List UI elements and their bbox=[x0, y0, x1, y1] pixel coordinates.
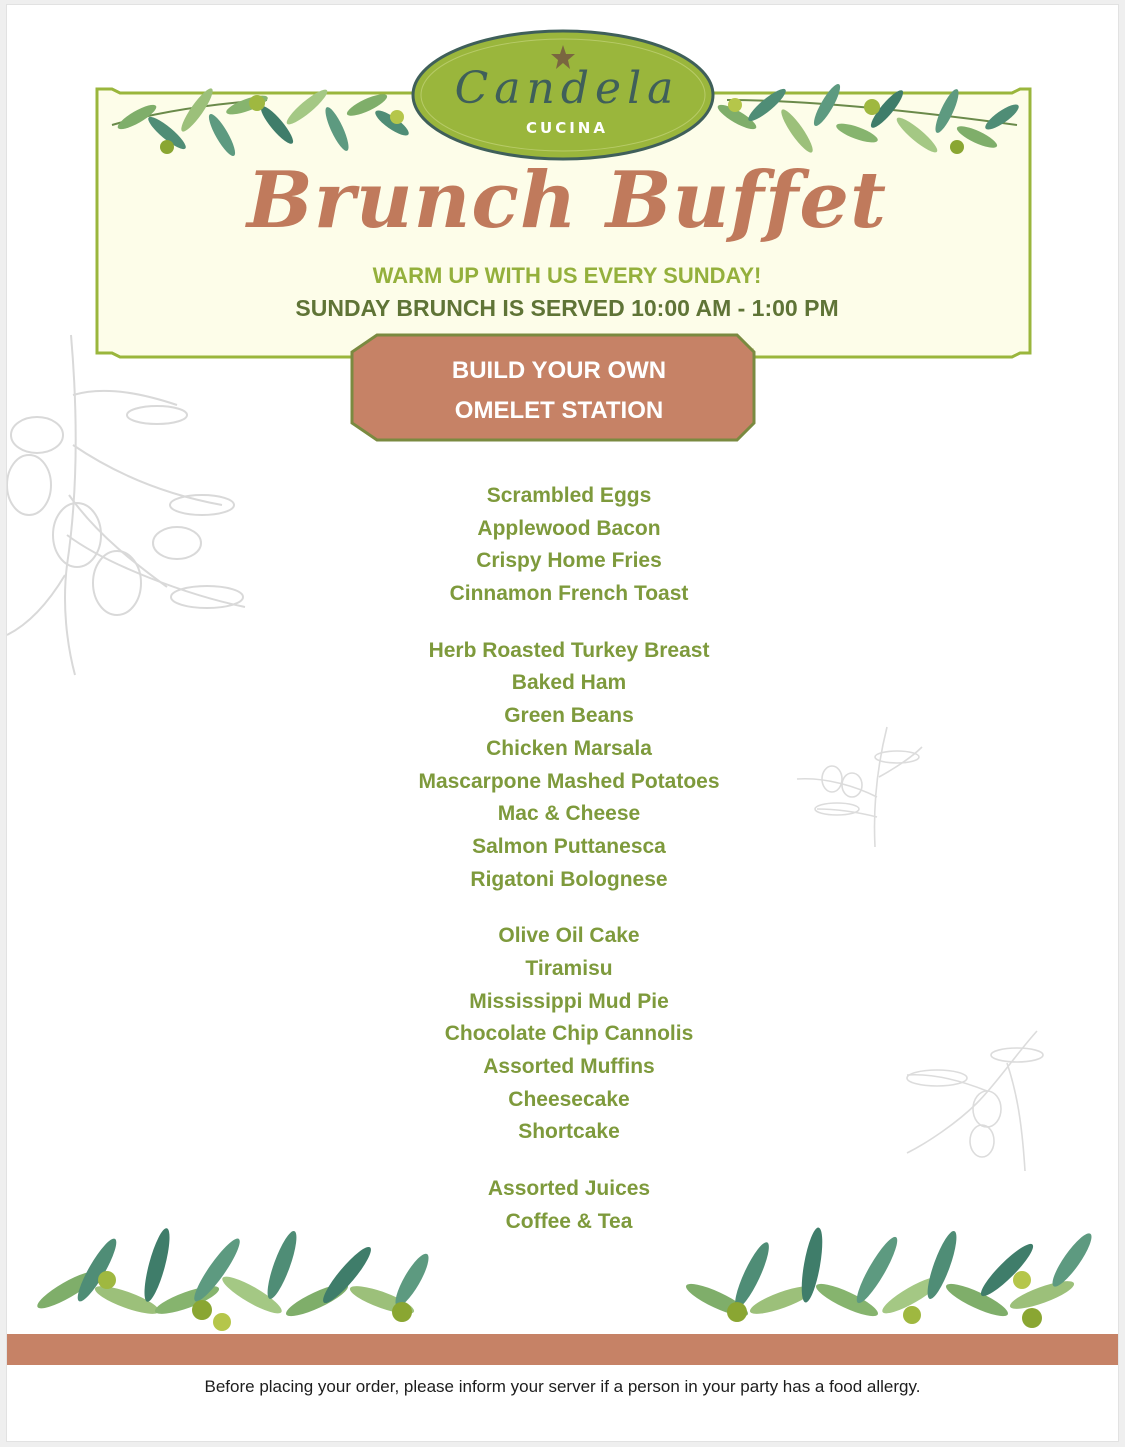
menu-list bbox=[269, 480, 869, 1262]
page-title: Brunch Buffet bbox=[246, 155, 888, 246]
logo-subtitle: CUCINA bbox=[526, 119, 608, 137]
olive-branch-sketch-lower-right bbox=[897, 1023, 1047, 1173]
menu-item: Chocolate Chip Cannolis bbox=[444, 1022, 694, 1046]
station-line-2: OMELET STATION bbox=[454, 397, 664, 424]
menu-item: Salmon Puttanesca bbox=[472, 834, 666, 858]
menu-item: Cheesecake bbox=[508, 1087, 630, 1111]
menu-item: Herb Roasted Turkey Breast bbox=[428, 638, 710, 662]
menu-group bbox=[269, 635, 869, 897]
menu-item: Mac & Cheese bbox=[497, 802, 641, 826]
menu-item: Baked Ham bbox=[511, 671, 627, 695]
menu-item: Cinnamon French Toast bbox=[449, 582, 689, 606]
menu-item: Crispy Home Fries bbox=[476, 549, 662, 573]
leaf-cluster-bottom-right bbox=[677, 1200, 1107, 1335]
menu-item: Scrambled Eggs bbox=[486, 484, 652, 507]
menu-item: Applewood Bacon bbox=[477, 516, 661, 540]
menu-item: Assorted Muffins bbox=[483, 1055, 655, 1078]
menu-item: Coffee & Tea bbox=[505, 1209, 633, 1233]
allergy-note: Before placing your order, please inform your server if a person in your party has a food allergy. bbox=[204, 1377, 921, 1396]
menu-item: Rigatoni Bolognese bbox=[470, 867, 668, 891]
menu-item: Mascarpone Mashed Potatoes bbox=[418, 769, 720, 793]
footer-bar bbox=[7, 1334, 1118, 1365]
logo-wordmark: Candela bbox=[454, 63, 680, 114]
leaf-cluster-bottom-left bbox=[27, 1200, 457, 1335]
service-hours: SUNDAY BRUNCH IS SERVED 10:00 AM - 1:00 PM bbox=[295, 295, 839, 321]
menu-page bbox=[6, 4, 1119, 1442]
station-line-1: BUILD YOUR OWN bbox=[451, 357, 667, 384]
tagline: WARM UP WITH US EVERY SUNDAY! bbox=[372, 263, 762, 288]
menu-item: Chicken Marsala bbox=[486, 736, 652, 760]
menu-item: Olive Oil Cake bbox=[498, 924, 640, 948]
menu-item: Green Beans bbox=[504, 704, 634, 728]
menu-item: Assorted Juices bbox=[487, 1177, 651, 1201]
omelet-station-label bbox=[359, 351, 759, 431]
menu-group bbox=[269, 920, 869, 1149]
menu-item: Tiramisu bbox=[525, 956, 613, 980]
menu-item: Shortcake bbox=[518, 1120, 620, 1144]
menu-group bbox=[269, 480, 869, 611]
menu-item: Mississippi Mud Pie bbox=[469, 989, 669, 1013]
